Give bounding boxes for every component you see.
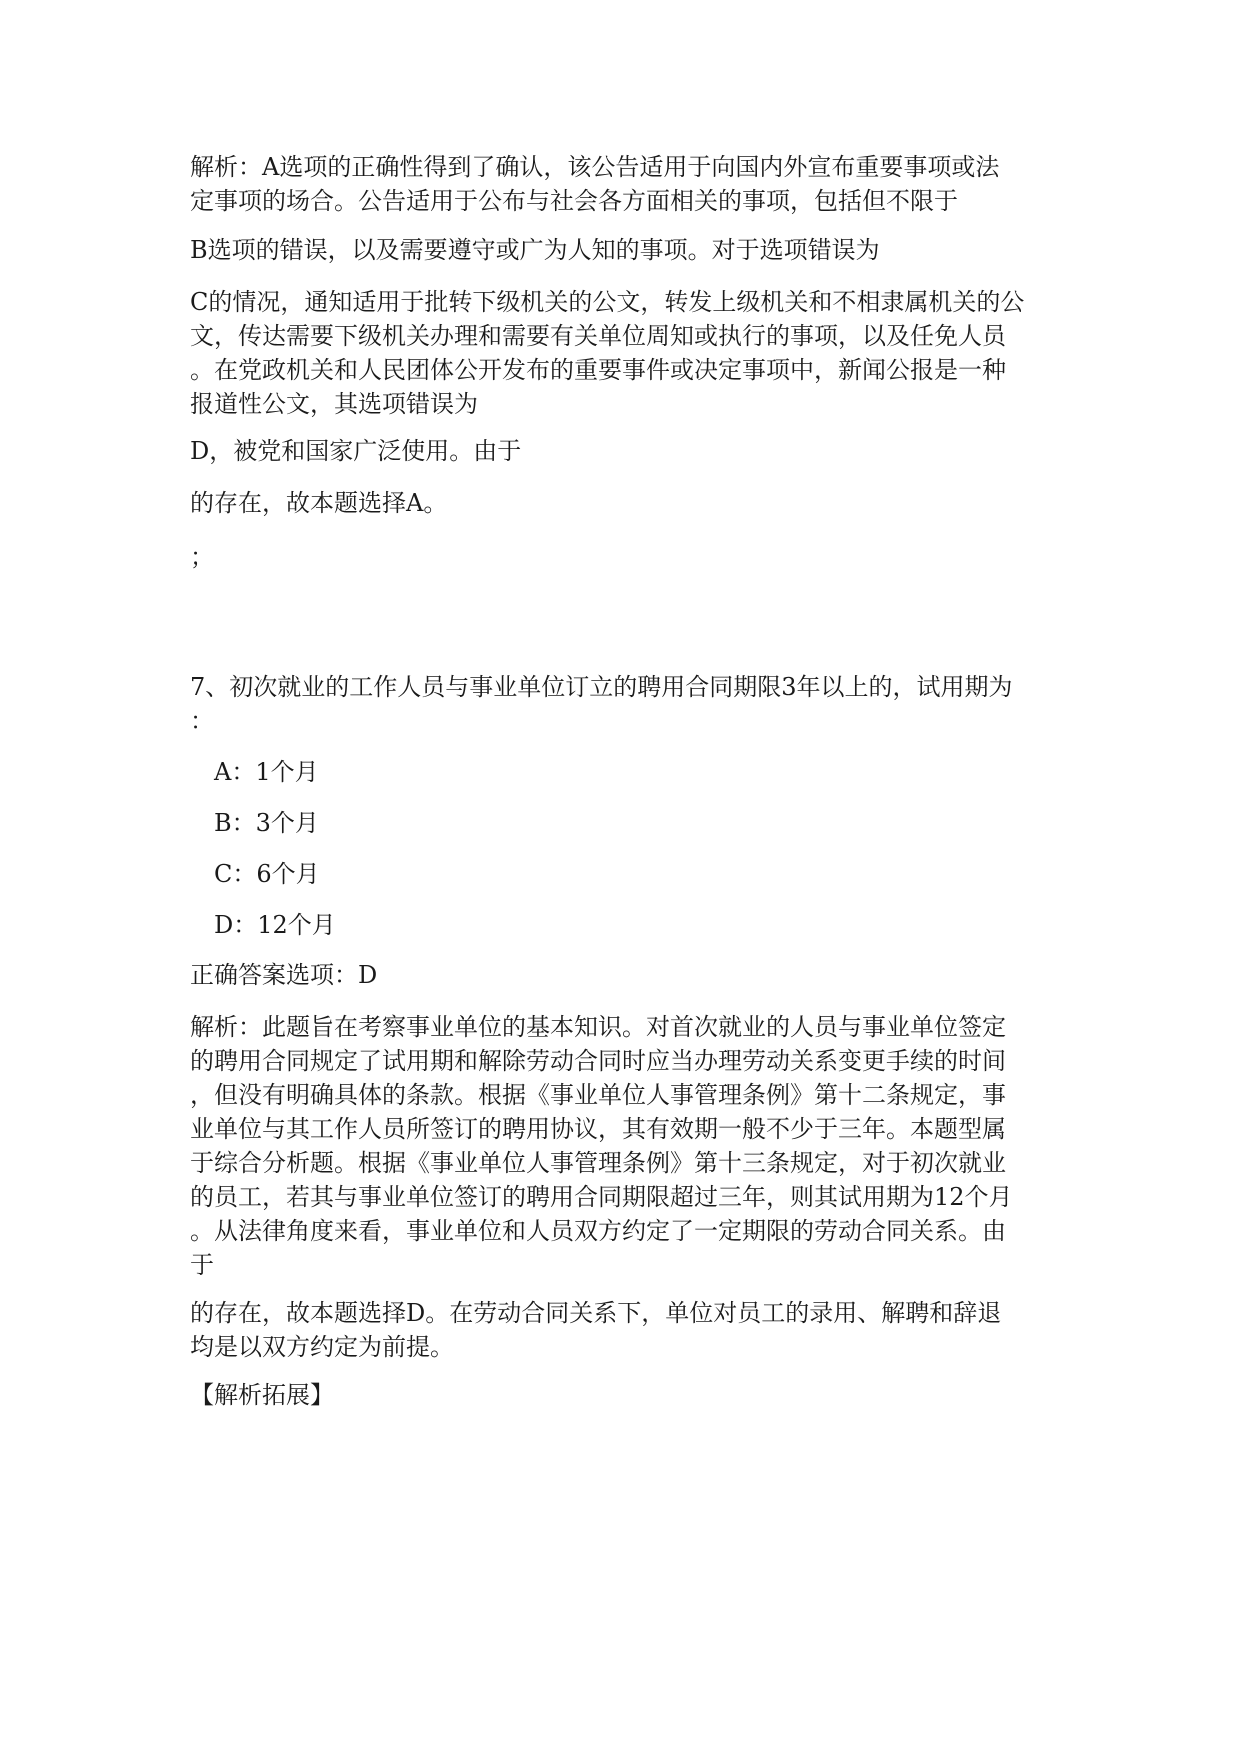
text-line: 的聘用合同规定了试用期和解除劳动合同时应当办理劳动关系变更手续的时间 (190, 1047, 1006, 1075)
text-line: 均是以双方约定为前提。 (190, 1333, 454, 1361)
question-stem (190, 670, 1060, 738)
option-d: D：12个月 (214, 911, 336, 939)
text-line: 的存在，故本题选择A。 (190, 489, 448, 517)
extension-heading (190, 1378, 1060, 1412)
text-line: 正确答案选项：D (190, 961, 378, 989)
text-line: 解析：A选项的正确性得到了确认，该公告适用于向国内外宣布重要事项或法 (190, 153, 1000, 181)
analysis-conclusion (190, 486, 1060, 520)
option-c: C：6个月 (214, 860, 320, 888)
text-line: 于 (190, 1251, 214, 1279)
text-line: D，被党和国家广泛使用。由于 (190, 437, 522, 465)
text-line: 。在党政机关和人民团体公开发布的重要事件或决定事项中，新闻公报是一种 (190, 356, 1006, 384)
question-analysis (190, 1010, 1060, 1282)
analysis-paragraph-d (190, 434, 1060, 468)
text-line: 的存在，故本题选择D。在劳动合同关系下，单位对员工的录用、解聘和辞退 (190, 1299, 1002, 1327)
analysis-paragraph-b (190, 233, 1060, 267)
text-line: ； (190, 543, 214, 571)
text-line: ，但没有明确具体的条款。根据《事业单位人事管理条例》第十二条规定，事 (190, 1081, 1006, 1109)
text-line: 于综合分析题。根据《事业单位人事管理条例》第十三条规定，对于初次就业 (190, 1149, 1006, 1177)
text-line: B选项的错误，以及需要遵守或广为人知的事项。对于选项错误为 (190, 236, 880, 264)
option-a: A：1个月 (214, 758, 319, 786)
option-b: B：3个月 (214, 809, 319, 837)
text-line: ： (190, 707, 214, 735)
text-line: 【解析拓展】 (190, 1381, 334, 1409)
text-line: 的员工，若其与事业单位签订的聘用合同期限超过三年，则其试用期为12个月 (190, 1183, 1013, 1211)
question-conclusion (190, 1296, 1060, 1364)
text-line: 解析：此题旨在考察事业单位的基本知识。对首次就业的人员与事业单位签定 (190, 1013, 1006, 1041)
text-line: 业单位与其工作人员所签订的聘用协议，其有效期一般不少于三年。本题型属 (190, 1115, 1006, 1143)
text-line: 。从法律角度来看，事业单位和人员双方约定了一定期限的劳动合同关系。由 (190, 1217, 1006, 1245)
text-line: 定事项的场合。公告适用于公布与社会各方面相关的事项，包括但不限于 (190, 187, 958, 215)
text-line: C的情况，通知适用于批转下级机关的公文，转发上级机关和不相隶属机关的公 (190, 288, 1025, 316)
text-line: 7、初次就业的工作人员与事业单位订立的聘用合同期限3年以上的，试用期为 (190, 673, 1013, 701)
text-line: 文，传达需要下级机关办理和需要有关单位周知或执行的事项，以及任免人员 (190, 322, 1006, 350)
analysis-paragraph-a (190, 150, 1060, 218)
text-line: 报道性公文，其选项错误为 (190, 390, 478, 418)
analysis-paragraph-c (190, 285, 1060, 421)
separator-mark (190, 540, 1060, 574)
correct-answer (190, 958, 1060, 992)
